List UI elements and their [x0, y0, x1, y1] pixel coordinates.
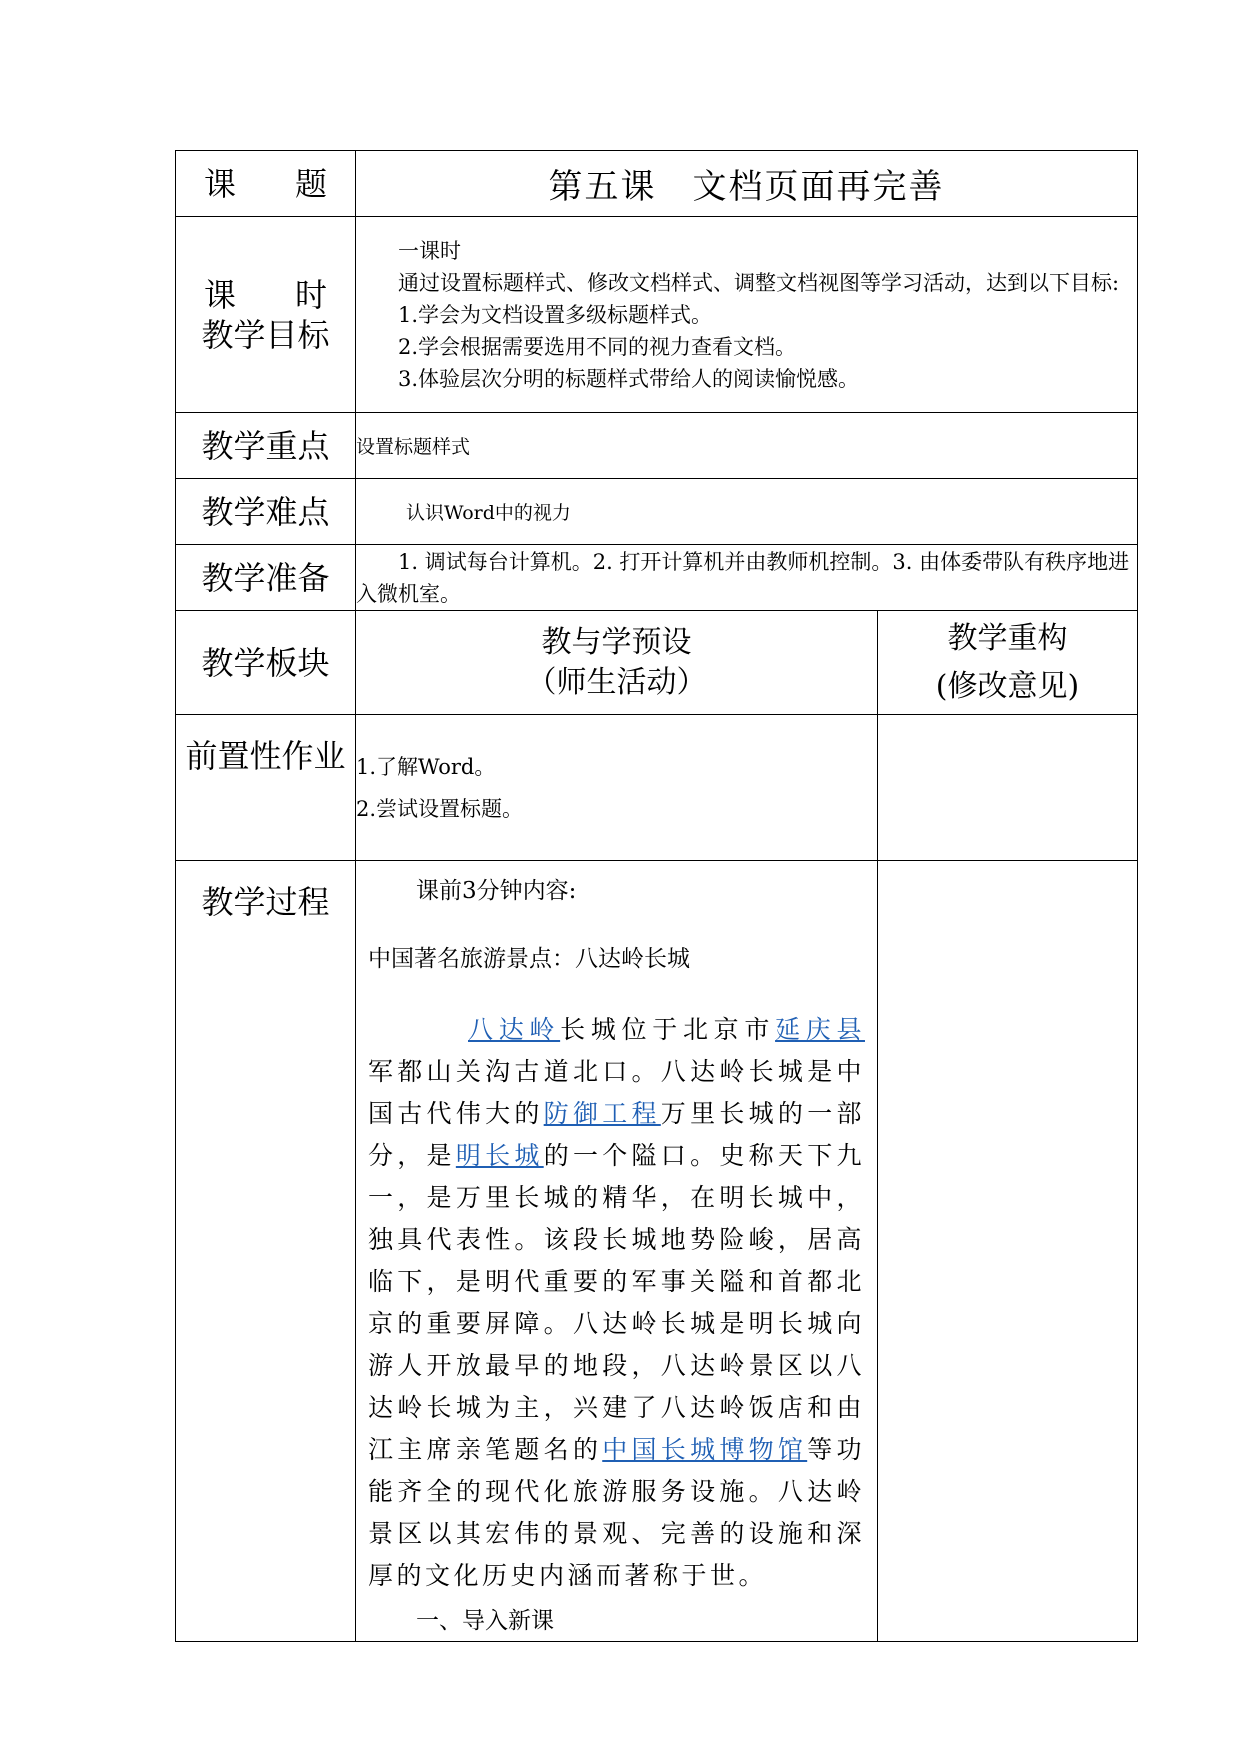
objectives-label-top: [176, 275, 355, 315]
topic-label-right: 题: [294, 164, 327, 203]
header-row: [176, 611, 1138, 715]
header-col3: [878, 611, 1138, 715]
difficulty-label: 教学难点: [176, 479, 356, 545]
header-col2: [356, 611, 878, 715]
preparation-label: 教学准备: [176, 545, 356, 611]
pre-homework-label: 前置性作业: [176, 715, 356, 861]
preparation-row: [176, 545, 1138, 611]
link-great-wall-museum[interactable]: 中国长城博物馆: [602, 1435, 808, 1464]
process-intro: 课前3分钟内容:: [416, 878, 577, 904]
objectives-label-top-right: 时: [294, 275, 327, 314]
topic-label-cell: [176, 151, 356, 217]
process-content: [356, 861, 878, 1642]
header-col3-line1: 教学重构: [947, 621, 1068, 656]
difficulty-value: 认识Word中的视力: [356, 479, 1138, 545]
objectives-line-5: 3.体验层次分明的标题样式带给人的阅读愉悦感。: [398, 366, 860, 391]
key-point-value: 设置标题样式: [356, 413, 1138, 479]
header-col2-line1: 教与学预设: [541, 624, 692, 660]
header-col3-line2: (修改意见): [935, 669, 1080, 704]
pre-homework-items: [356, 715, 878, 861]
lesson-plan-table: [175, 150, 1138, 1642]
process-heading: 中国著名旅游景点：八达岭长城: [368, 946, 690, 972]
great-wall-passage: [368, 1009, 865, 1597]
link-defense-project[interactable]: 防御工程: [543, 1099, 661, 1128]
link-yanqing[interactable]: 延庆县: [775, 1015, 865, 1044]
objectives-line-3: 1.学会为文档设置多级标题样式。: [398, 302, 713, 327]
passage-text-3: 万里长城的一部分，是: [368, 1099, 865, 1170]
pre-homework-item-1: 1.了解Word。: [356, 754, 496, 779]
objectives-label-top-left: 课: [204, 275, 237, 314]
lesson-title: 第五课 文档页面再完善: [356, 151, 1138, 217]
process-notes: [878, 861, 1138, 1642]
objectives-label-bottom: 教学目标: [201, 315, 330, 354]
topic-label-left: 课: [204, 164, 237, 203]
objectives-content: [356, 217, 1138, 413]
objectives-label-cell: [176, 217, 356, 413]
objectives-line-2: 通过设置标题样式、修改文档样式、调整文档视图等学习活动，达到以下目标:: [398, 270, 1120, 295]
topic-label: [176, 164, 355, 204]
pre-homework-row: [176, 715, 1138, 861]
link-badaling[interactable]: 八达岭: [468, 1015, 561, 1044]
process-row: [176, 861, 1138, 1642]
objectives-line-1: 一课时: [398, 238, 461, 263]
objectives-row: [176, 217, 1138, 413]
header-col2-line2: （师生活动）: [526, 664, 707, 700]
passage-text-5: 等功能齐全的现代化旅游服务设施。八达岭景区以其宏伟的景观、完善的设施和深厚的文化历史内涵而著称于世。: [368, 1435, 865, 1590]
key-point-label: 教学重点: [176, 413, 356, 479]
topic-row: [176, 151, 1138, 217]
header-label: 教学板块: [176, 611, 356, 715]
difficulty-row: [176, 479, 1138, 545]
pre-homework-notes: [878, 715, 1138, 861]
passage-text-2: 军都山关沟古道北口。八达岭长城是中国古代伟大的: [368, 1057, 865, 1128]
key-point-row: [176, 413, 1138, 479]
objectives-line-4: 2.学会根据需要选用不同的视力查看文档。: [398, 334, 797, 359]
process-sub-heading: 一、导入新课: [416, 1608, 554, 1634]
preparation-value: 1. 调试每台计算机。2. 打开计算机并由教师机控制。3. 由体委带队有秩序地进入微机室。: [356, 545, 1138, 611]
process-label: 教学过程: [176, 861, 356, 1642]
pre-homework-item-2: 2.尝试设置标题。: [356, 796, 524, 821]
passage-text-4: 的一个隘口。史称天下九一，是万里长城的精华，在明长城中，独具代表性。该段长城地势险峻，居高临下，是明代重要的军事关隘和首都北京的重要屏障。八达岭长城是明长城向游人开放最早的地段，八达岭景区以八达岭长城为主，兴建了八达岭饭店和由江主席亲笔题名的: [368, 1141, 865, 1464]
link-ming-wall[interactable]: 明长城: [455, 1141, 544, 1170]
passage-text-1: 长城位于北京市: [560, 1015, 776, 1044]
